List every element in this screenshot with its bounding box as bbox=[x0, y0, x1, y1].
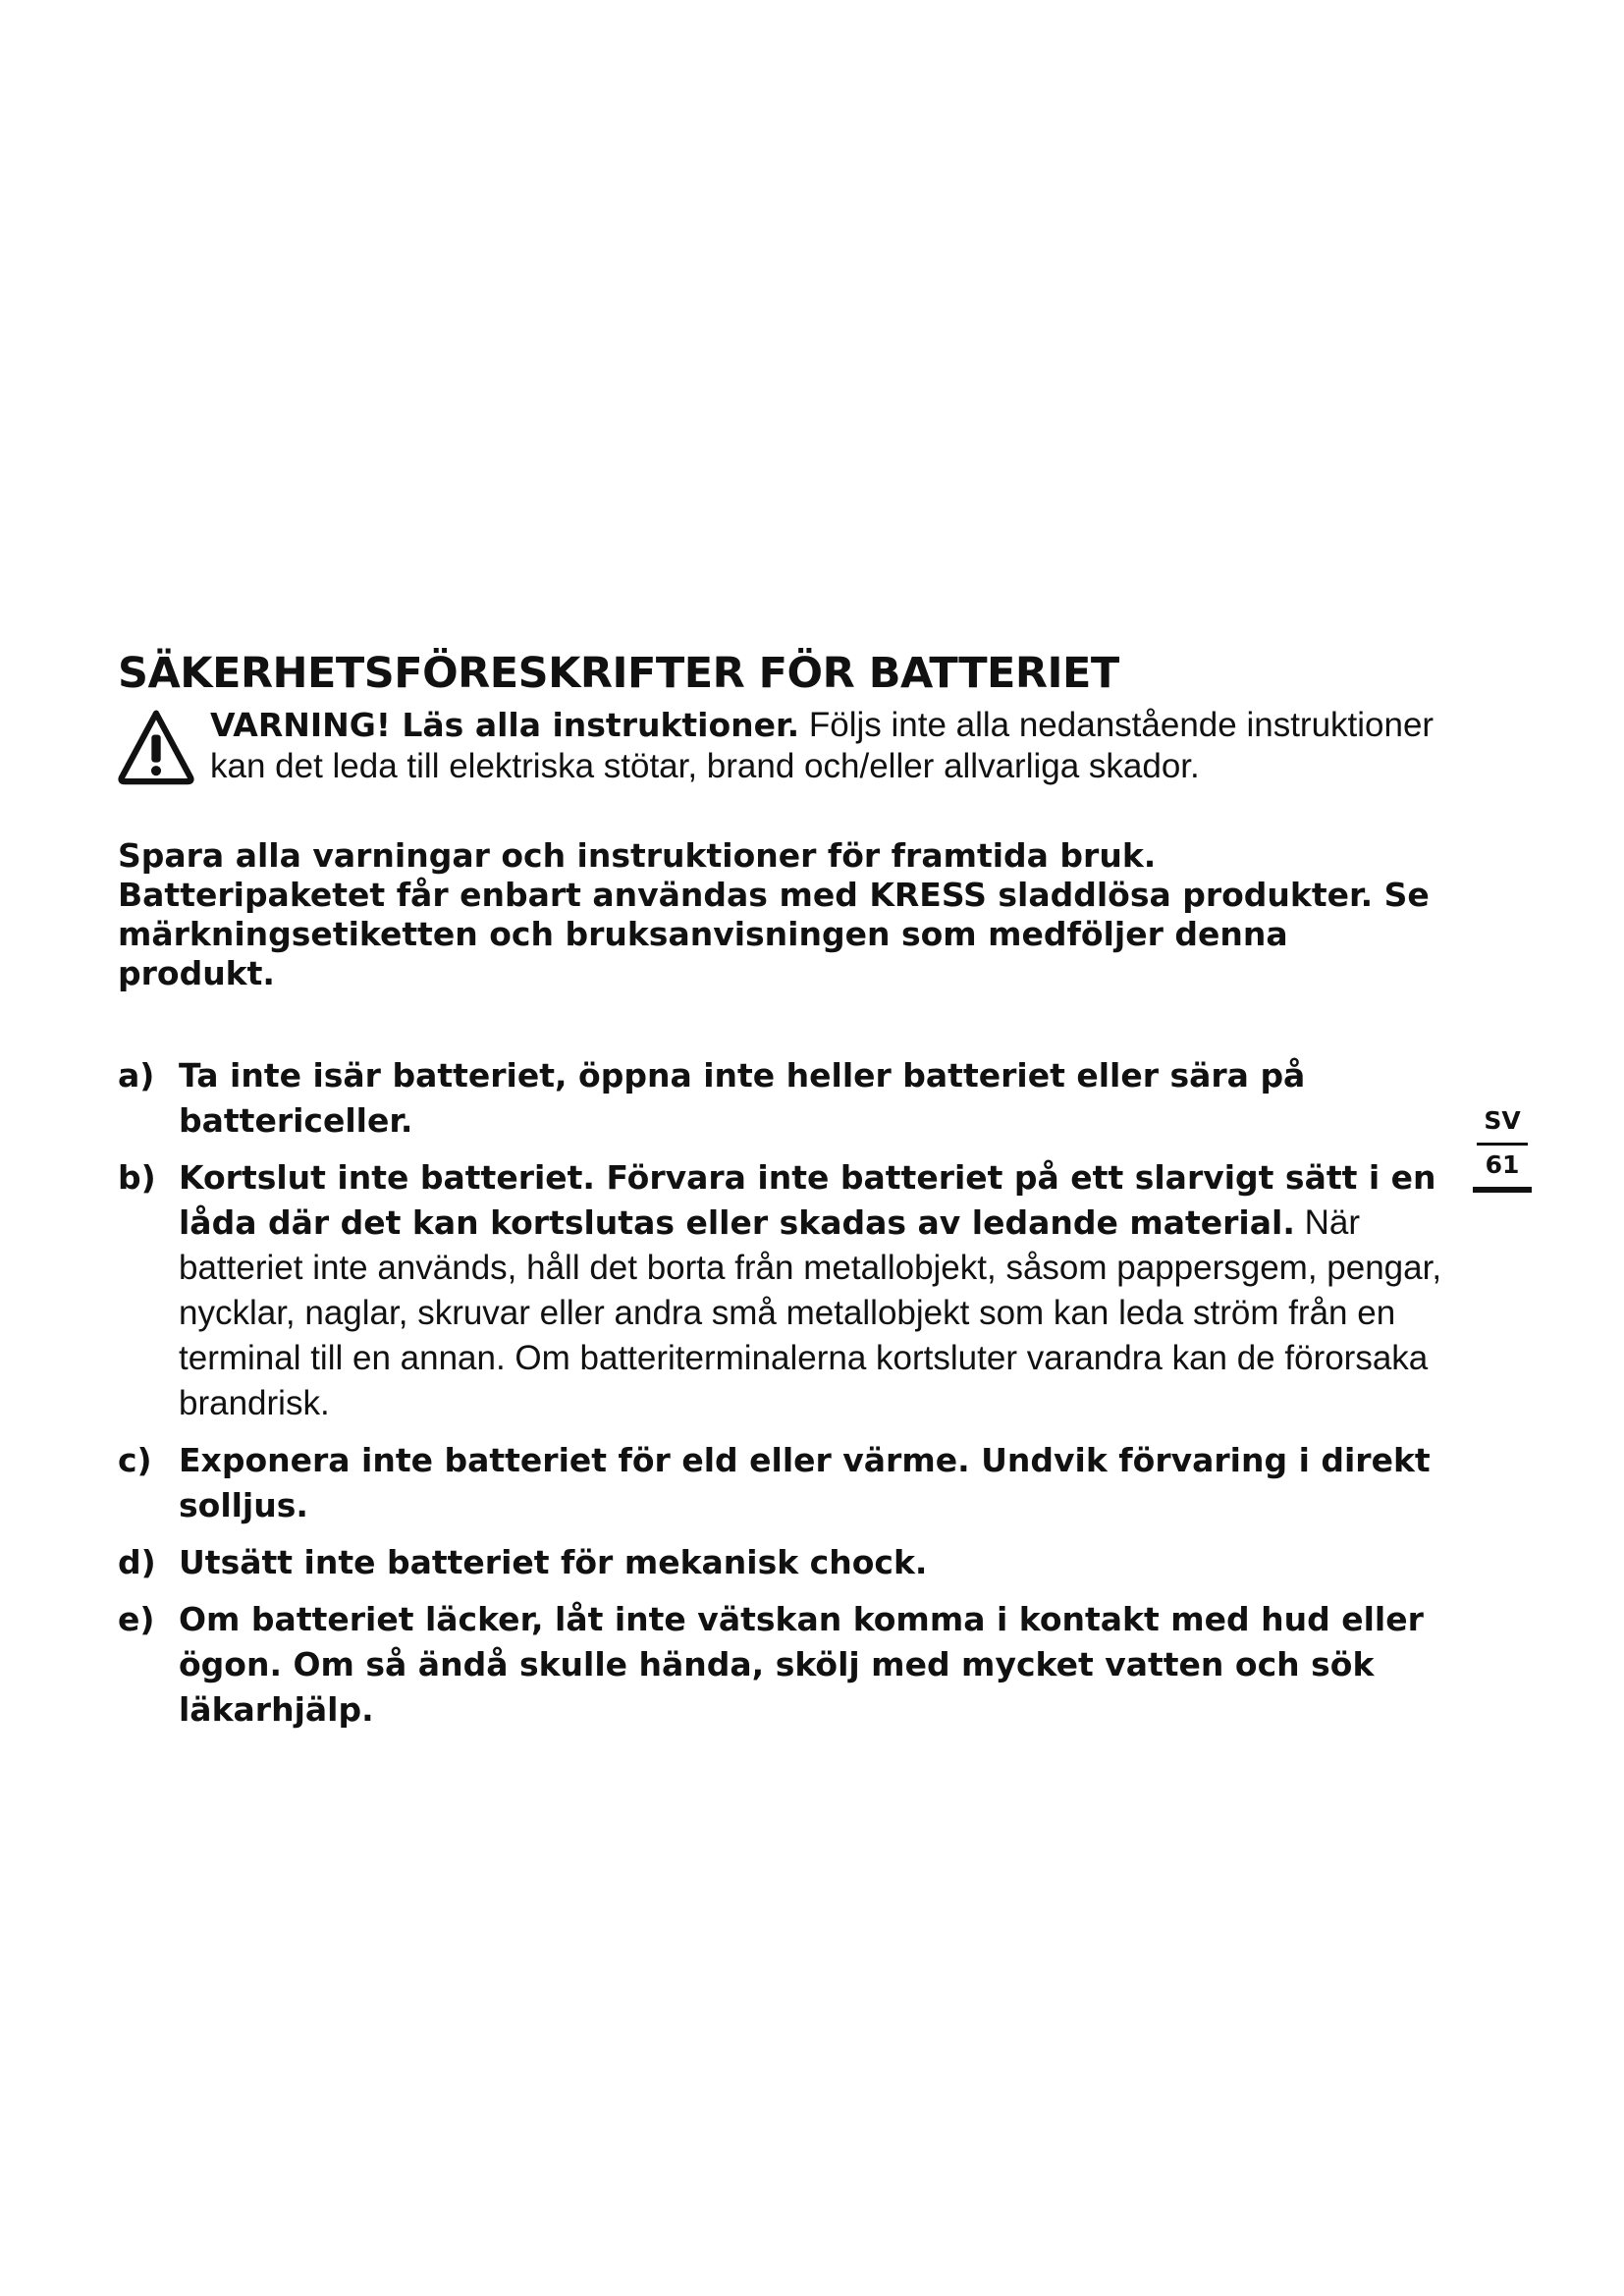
list-item-bold: Ta inte isär batteriet, öppna inte heller batteriet eller sära på battericeller. bbox=[179, 1056, 1306, 1140]
section-title: SÄKERHETSFÖRESKRIFTER FÖR BATTERIET bbox=[118, 649, 1119, 698]
list-marker: b) bbox=[118, 1158, 156, 1197]
warning-lead: VARNING! Läs alla instruktioner. bbox=[210, 706, 800, 744]
language-page-tab bbox=[1473, 1105, 1532, 1193]
notice-block bbox=[118, 836, 1453, 993]
warning-block bbox=[118, 705, 1453, 787]
list-item-bold: Utsätt inte batteriet för mekanisk chock. bbox=[179, 1543, 928, 1581]
list-item bbox=[118, 1600, 1492, 1735]
page-number: 61 bbox=[1485, 1150, 1520, 1179]
list-marker: a) bbox=[118, 1056, 155, 1095]
list-item-bold: Exponera inte batteriet för eld eller värme. Undvik förvaring i direkt solljus. bbox=[179, 1441, 1431, 1524]
list-marker: c) bbox=[118, 1441, 152, 1479]
warning-triangle-icon bbox=[118, 709, 194, 785]
list-item-normal: När batteriet inte används, håll det borta från metallobjekt, såsom pappersgem, pengar, nycklar, naglar, skruvar eller andra små metallobjekt som kan leda ström från en terminal till en annan. Om batteriterminalerna kortsluter varandra kan de förorsaka brandrisk. bbox=[179, 1203, 1442, 1422]
warning-body: Följs inte alla nedanstående instruktioner kan det leda till elektriska stötar, brand och/eller allvarliga skador. bbox=[210, 706, 1435, 785]
notice-line-2: Batteripaketet får enbart användas med KRESS sladdlösa produkter. Se märkningsetiketten och bruksanvisningen som medföljer denna produkt. bbox=[118, 876, 1430, 992]
page-content bbox=[118, 648, 1453, 1751]
tab-underline bbox=[1473, 1187, 1532, 1193]
language-code: SV bbox=[1484, 1106, 1521, 1135]
list-item bbox=[118, 1543, 1492, 1588]
list-marker: d) bbox=[118, 1543, 156, 1581]
list-item-bold: Om batteriet läcker, låt inte vätskan komma i kontakt med hud eller ögon. Om så ändå skulle hända, skölj med mycket vatten och sök läkarhjälp. bbox=[179, 1600, 1424, 1729]
list-marker: e) bbox=[118, 1600, 155, 1638]
tab-divider bbox=[1477, 1143, 1528, 1146]
list-item-bold: Kortslut inte batteriet. Förvara inte batteriet på ett slarvigt sätt i en låda där det kan kortslutas eller skadas av ledande material. bbox=[179, 1158, 1436, 1242]
notice-line-1: Spara alla varningar och instruktioner för framtida bruk. bbox=[118, 836, 1157, 875]
list-item bbox=[118, 1158, 1492, 1429]
list-item bbox=[118, 1441, 1492, 1531]
safety-list bbox=[118, 1056, 1492, 1735]
list-item bbox=[118, 1056, 1492, 1147]
